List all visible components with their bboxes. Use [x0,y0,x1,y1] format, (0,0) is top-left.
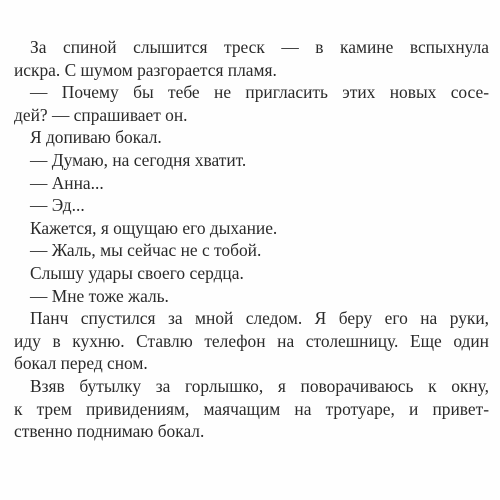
text-line-4: дей? — спрашивает он. [14,104,188,125]
text-line-14: иду в кухню. Ставлю телефон на столешницу. Еще один [14,330,489,351]
text-line-1: За спиной слышится треск — в камине вспыхнула [30,37,489,57]
text-line-16: Взяв бутылку за горлышко, я поворачиваюсь к окну, [30,375,489,396]
text-line-15: бокал перед сном. [14,353,148,374]
text-line-11: Слышу удары своего сердца. [30,262,244,283]
text-line-8: — Эд... [30,195,85,216]
text-line-2: искра. С шумом разгорается пламя. [14,59,277,80]
text-line-5: Я допиваю бокал. [30,127,162,148]
body-text [14,36,489,443]
text-line-10: — Жаль, мы сейчас не с тобой. [30,240,262,261]
text-line-17: к трем привидениям, маячащим на тротуаре, и привет- [14,398,489,419]
text-line-9: Кажется, я ощущаю его дыхание. [30,217,278,238]
text-line-18: ственно поднимаю бокал. [14,421,205,442]
text-line-13: Панч спустился за мной следом. Я беру его на руки, [30,308,489,329]
text-line-7: — Анна... [30,172,104,193]
text-line-12: — Мне тоже жаль. [30,285,169,306]
text-line-3: — Почему бы тебе не пригласить этих новых сосе- [30,82,489,103]
text-line-6: — Думаю, на сегодня хватит. [30,149,247,170]
